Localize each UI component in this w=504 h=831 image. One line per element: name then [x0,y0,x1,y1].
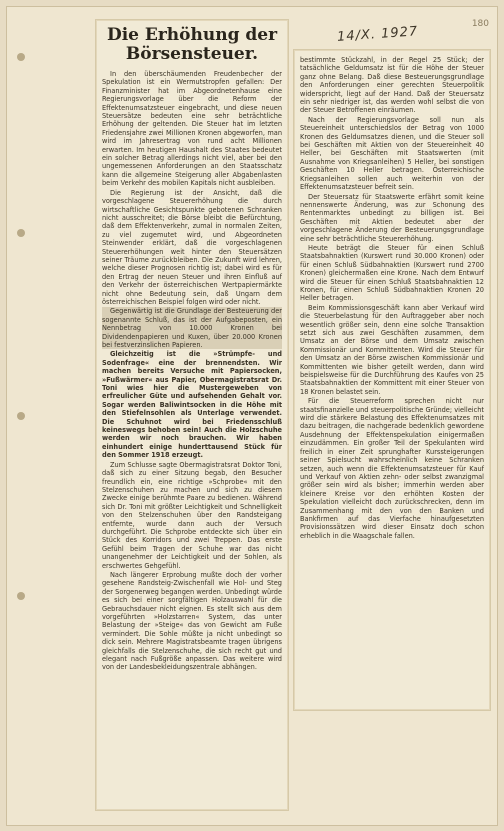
article-column-right [293,49,491,711]
newspaper-clipping-sheet [6,6,498,826]
paragraph: Gegenwärtig ist die Grundlage der Besteuerung der sogenannte Schluß, das ist der Aufgabeposten, ein Nennbetrag von 10.000 Kronen bei Dividendenpapieren und Kuxen, über 20.000 Kronen bei festverzinslichen Papieren. [102,307,282,349]
paragraph: Der Steuersatz für Staatswerte erfährt somit keine nennenswerte Änderung, was zur Schonung des Rentenmarktes unbedingt zu billigen ist. Bei Geschäften mit Aktien bedeutet aber der vorgeschlagene Änderung der Besteuerungsgrundlage eine sehr beträchtliche Steuererhöhung. [300,192,484,243]
paragraph: Die Regierung ist der Ansicht, daß die vorgeschlagene Steuererhöhung die durch wirtschaftliche Gesichtspunkte gebotenen Schranken nicht ausschreitet; die Börse bleibt die Befürchtung, daß dem Effektenverkehr, zumal in normalen Zeiten, zu viel zugemutet wird, und Abgeordneten Steinwender erklärt, daß die vorgeschlagenen Steuererhöhungen weit hinter den Steuersätzen seiner Träume zurückbleiben. Die Zukunft wird lehren, welche dieser Prognosen richtig ist; dabei wird es für den Ertrag der neuen Steuer und ihren Einfluß auf den Verkehr der österreichischen Wertpapiermärkte nicht ohne Bedeutung sein, daß Ungarn dem österreichischen Beispiel folgen wird oder nicht. [102,188,282,306]
punch-hole [17,229,25,237]
punch-hole [17,592,25,600]
handwritten-date: 14/X. 1927 [336,24,419,45]
punch-hole [17,53,25,61]
paragraph: bestimmte Stückzahl, in der Regel 25 Stück; der tatsächliche Geldumsatz ist für die Höhe der Steuer ganz ohne Belang. Daß diese Besteuerungsgrundlage den Anforderungen einer gerechten Steuerpolitik widerspricht, liegt auf der Hand. Daß der Steuersatz ein sehr niedriger ist, das werden wohl selbst die von der Steuer Betroffenen einräumen. [300,56,484,115]
archive-number: 180 [471,19,489,29]
paragraph: Nach der Regierungsvorlage soll nun als Steuereinheit unterschiedslos der Betrag von 1000 Kronen des Geldumsatzes dienen, und die Steuer soll bei Geschäften mit Aktien von der Steuereinheit 40 Heller, bei Geschäften mit Staatswerten (mit Ausnahme von Kriegsanleihen) 5 Heller, bei sonstigen Geschäften 10 Heller betragen. Österreichische Kriegsanleihen sollen auch weiterhin von der Effektenumsatzsteuer befreit sein. [300,115,484,192]
article-column-left [95,19,289,811]
paragraph: Für die Steuerreform sprechen nicht nur staatsfinanzielle und steuerpolitische Gründe; vielleicht wird die stärkere Belastung des Effektenumsatzes mit dazu beitragen, die nachgerade bedenklich gewordene Ausdehnung der Effektenspekulation einigermaßen einzudämmen. Ein großer Teil der Spekulanten wird freilich in einer Zeit sprunghafter Kurssteigerungen seiner Spielsucht wahrscheinlich keine Schranken setzen, auch wenn die Effektenumsatzsteuer für Kauf und Verkauf von Aktien zehn- oder selbst zwanzigmal größer sein wird als bisher; immerhin werden aber kleinere Kreise vor den erhöhten Kosten der Spekulation vielleicht doch zurückschrecken, denn im Zusammenhang mit den von den Banken und Bankfirmen auf das Vierfache hinaufgesetzten Provisionssätzen wird dieser Einsatz doch schon erheblich in die Waagschale fallen. [300,397,484,540]
paragraph: Nach längerer Erprobung mußte doch der vorher gesehene Randsteig-Zwischenfall wie Hol- und Steg der Sorgenerweg begangen werden. Unbedingt würde es sich bei einer sorgfältigen Holzauswahl für die Gebrauchsdauer nicht eignen. Es stellt sich aus dem vorgeführten »Holzstarren« System, das unter Belastung der »Steige« das von Gewicht am Fuße vermindert. Die Sohle müßte ja nicht unbedingt so dick sein. Mehrere Magistratsbeamte tragen übrigens gleichfalls die Stelzenschuhe, die sich recht gut und elegant nach Fußgröße anpassen. Das weitere wird von der Landesbekleidungszentrale abhängen. [102,570,282,672]
article-body-left [102,70,282,672]
paragraph: Beim Kommissionsgeschäft kann aber Verkauf wird die Steuerbelastung für den Auftraggeber aber noch wesentlich größer sein, denn eine solche Transaktion setzt sich aus zwei Geschäften zusammen, dem Umsatz an der Börse und dem Umsatz zwischen Kommissionär und Kommittenten. Wird die Steuer für den Umsatz an der Börse zwischen Kommissionär und Kommittenten wie bisher geteilt werden, dann wird beispielsweise für die Durchführung des Kaufes von 25 Staatsbahnaktien der Kommittent mit einer Steuer von 18 Kronen belastet sein. [300,303,484,396]
paragraph: In den überschäumenden Freudenbecher der Spekulation ist ein Wermutstropfen gefallen: Der Finanzminister hat im Abgeordnetenhause eine Regierungsvorlage über die Reform der Effektenumsatzsteuer eingebracht, und diese neuen Steuersätze bedeuten eine sehr beträchtliche Erhöhung der geltenden. Die Steuer hat im letzten Friedensjahre zwei Millionen Kronen abgeworfen, man wird im Jahresertrag von rund acht Millionen erwarten. Im heutigen Haushalt des Staates bedeutet ein solcher Betrag allerdings nicht viel, aber bei den ungemessenen Anforderungen an den Staatsschatz kann die allgemeine Steigerung aller Abgabenlasten beim Verkehr des mobilen Kapitals nicht ausbleiben. [102,70,282,188]
article-title: Die Erhöhung der Börsensteuer. [106,25,278,64]
paragraph: Gleichzeitig ist die »Strümpfe- und Sodenfrage« eine der brennendsten. Wir machen bereits Versuche mit Papiersocken, »Fußwärmer« aus Papier, Obermagistratsrat Dr. Toni wies hier die Mustergeweben von erfreulicher Güte und aufsehenden Gehalt vor. Sogar werden Baliwintsocken in die Höhe mit den Stiefelnsohlen als Unterlage verwendet. Die Schuhnot wird bei Friedensschluß keineswegs behoben sein! Auch die Holzschuhe werden wir noch brauchen. Wir haben einhundert einige hunderttausend Stück für den Sommer 1918 erzeugt. [102,350,282,460]
paragraph: Heute beträgt die Steuer für einen Schluß Staatsbahnaktien (Kurswert rund 30.000 Kronen) oder für einen Schluß Südbahnaktien (Kurswert rund 2700 Kronen) gleichermaßen eine Krone. Nach dem Entwurf wird die Steuer für einen Schluß Staatsbahnaktien 12 Kronen, für einen Schluß Südbahnaktien Kronen 20 Heller betragen. [300,243,484,303]
article-body-right [300,56,484,540]
paragraph: Zum Schlusse sagte Obermagistratsrat Doktor Toni, daß sich zu einer Sitzung begab, den Besucher freundlich ein, eine richtige »Schprobe« mit den Stelzenschuhen zu machen und sich zu diesem Zwecke einige berühmte Paare zu bedienen. Während sich Dr. Toni mit größter Leichtigkeit und Schnelligkeit von den Stelzenschuhen über den Randsteigang entfernte, wurde dann auch der Versuch durchgeführt. Die Schprobe entdeckte sich über ein Stück des Korridors und zwei Treppen. Das erste Gefühl beim Tragen der Schuhe war das nicht unangenehmer der Leichtigkeit und der Sohlen, als erschwertes Gehgefühl. [102,460,282,570]
punch-hole [17,412,25,420]
